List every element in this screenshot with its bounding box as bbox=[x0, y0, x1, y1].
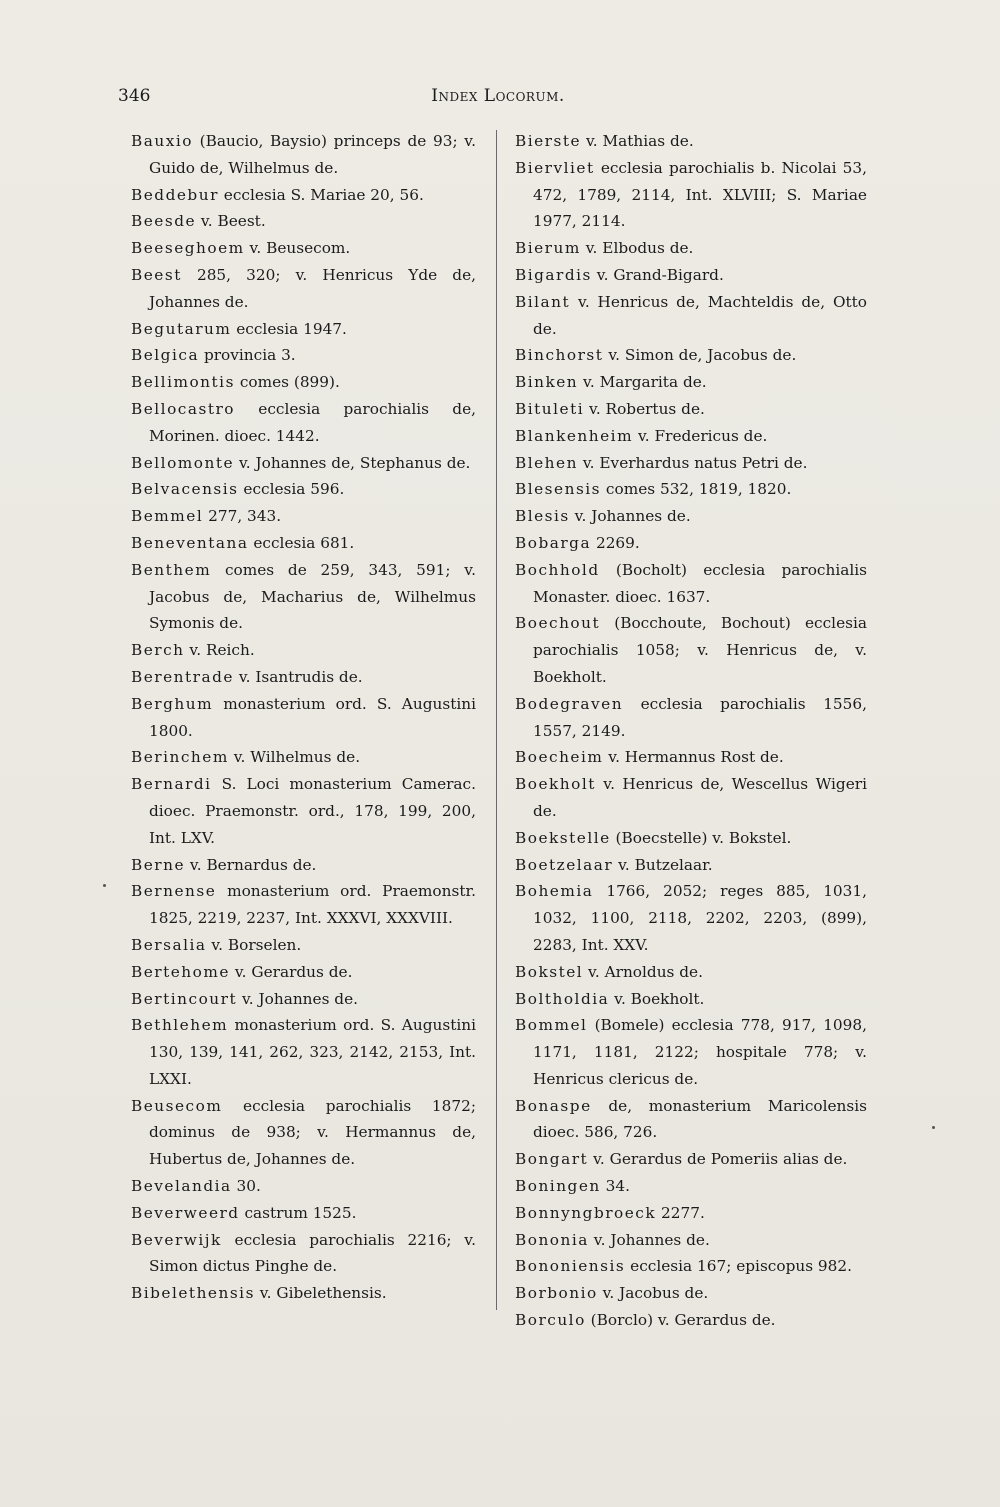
index-references: (Boecstelle) v. Bokstel. bbox=[615, 828, 792, 847]
index-headword: Berch bbox=[131, 641, 185, 660]
index-references: de, monasterium Maricolensis dioec. 586, 726. bbox=[533, 1096, 867, 1142]
index-headword: Binken bbox=[515, 373, 579, 392]
index-headword: Boningen bbox=[515, 1177, 601, 1196]
index-entry bbox=[515, 878, 867, 958]
index-entry bbox=[131, 878, 476, 932]
index-references: v. Borselen. bbox=[211, 935, 302, 954]
index-headword: Bobarga bbox=[515, 533, 592, 552]
index-references: v. Johannes de. bbox=[593, 1230, 710, 1249]
index-references: (Baucio, Baysio) princeps de 93; v. Guido de, Wilhelmus de. bbox=[149, 132, 476, 177]
index-entry bbox=[131, 396, 476, 450]
index-references: comes (899). bbox=[239, 373, 340, 392]
index-headword: Bernense bbox=[131, 882, 217, 901]
index-entry bbox=[515, 610, 867, 690]
index-references: provincia 3. bbox=[203, 346, 296, 365]
index-entry bbox=[131, 262, 476, 316]
index-entry bbox=[515, 289, 867, 343]
index-headword: Berghum bbox=[131, 694, 214, 713]
index-headword: Blesensis bbox=[515, 480, 602, 499]
index-headword: Borculo bbox=[515, 1311, 586, 1330]
index-references: 2269. bbox=[595, 533, 640, 552]
index-entry bbox=[515, 1146, 867, 1173]
index-headword: Bevelandia bbox=[131, 1177, 232, 1196]
index-entry bbox=[515, 959, 867, 986]
index-references: monasterium ord. Praemonstr. 1825, 2219, 2237, Int. XXXVI, XXXVIII. bbox=[149, 882, 476, 928]
index-references: 277, 343. bbox=[208, 507, 282, 526]
index-references: (Bocholt) ecclesia parochialis Monaster. dioec. 1637. bbox=[533, 560, 867, 606]
index-entry bbox=[515, 557, 867, 611]
index-headword: Bertehome bbox=[131, 962, 230, 981]
index-references: castrum 1525. bbox=[244, 1203, 357, 1222]
index-headword: Bommel bbox=[515, 1016, 588, 1035]
index-headword: Bononia bbox=[515, 1230, 589, 1249]
column-divider bbox=[496, 130, 497, 1310]
index-entry bbox=[515, 342, 867, 369]
index-references: ecclesia 681. bbox=[253, 533, 355, 552]
index-headword: Blesis bbox=[515, 507, 570, 526]
index-entry bbox=[131, 1200, 476, 1227]
index-headword: Beverwijk bbox=[131, 1230, 222, 1249]
index-headword: Bersalia bbox=[131, 935, 207, 954]
index-references: v. Johannes de. bbox=[574, 507, 691, 526]
index-headword: Beest bbox=[131, 265, 182, 284]
index-headword: Bemmel bbox=[131, 507, 204, 526]
index-headword: Bellocastro bbox=[131, 399, 235, 418]
index-references: v. Robertus de. bbox=[589, 399, 705, 418]
index-references: v. Jacobus de. bbox=[602, 1284, 709, 1303]
index-entry bbox=[131, 342, 476, 369]
index-entry bbox=[515, 423, 867, 450]
index-references: v. Boekholt. bbox=[614, 989, 705, 1008]
index-entry bbox=[515, 1200, 867, 1227]
index-references: S. Loci monasterium Camerac. dioec. Praemonstr. ord., 178, 199, 200, Int. LXV. bbox=[149, 775, 476, 847]
index-entry bbox=[515, 852, 867, 879]
index-entry bbox=[131, 986, 476, 1013]
index-references: monasterium ord. S. Augustini 1800. bbox=[149, 694, 476, 740]
page-header bbox=[118, 86, 878, 110]
index-references: ecclesia parochialis 1872; dominus de 938; v. Hermannus de, Hubertus de, Johannes de. bbox=[149, 1096, 476, 1169]
index-references: v. Butzelaar. bbox=[618, 855, 713, 874]
index-entry bbox=[515, 235, 867, 262]
index-entry bbox=[131, 771, 476, 851]
index-headword: Binchorst bbox=[515, 346, 604, 365]
index-headword: Bierum bbox=[515, 239, 581, 258]
index-references: ecclesia S. Mariae 20, 56. bbox=[223, 185, 424, 204]
index-references: v. Johannes de, Stephanus de. bbox=[238, 453, 471, 472]
index-entry bbox=[515, 1307, 867, 1334]
index-entry bbox=[131, 476, 476, 503]
index-entry bbox=[515, 396, 867, 423]
index-references: v. Johannes de. bbox=[241, 989, 359, 1008]
index-headword: Bertincourt bbox=[131, 989, 238, 1008]
index-entry bbox=[515, 1227, 867, 1254]
index-references: ecclesia 596. bbox=[243, 480, 345, 499]
index-references: ecclesia parochialis de, Morinen. dioec. 1442. bbox=[149, 399, 476, 445]
index-headword: Belvacensis bbox=[131, 480, 239, 499]
paper-speck bbox=[932, 1126, 935, 1129]
index-references: v. Reich. bbox=[189, 641, 255, 660]
index-headword: Bokstel bbox=[515, 962, 584, 981]
index-entry bbox=[131, 932, 476, 959]
index-references: v. Gerardus de. bbox=[234, 962, 353, 981]
index-headword: Bodegraven bbox=[515, 694, 624, 713]
index-entry bbox=[515, 1253, 867, 1280]
index-headword: Bilant bbox=[515, 292, 571, 311]
running-title: Index Locorum. bbox=[431, 86, 565, 106]
index-headword: Boekstelle bbox=[515, 828, 611, 847]
index-headword: Bellimontis bbox=[131, 373, 235, 392]
index-references: v. Everhardus natus Petri de. bbox=[582, 453, 808, 472]
index-references: ecclesia 167; episcopus 982. bbox=[630, 1257, 852, 1276]
index-headword: Bononiensis bbox=[515, 1257, 626, 1276]
page-number: 346 bbox=[118, 86, 151, 106]
index-headword: Bigardis bbox=[515, 265, 592, 284]
index-headword: Borbonio bbox=[515, 1284, 598, 1303]
index-entry bbox=[131, 959, 476, 986]
index-entry bbox=[131, 503, 476, 530]
index-headword: Bochhold bbox=[515, 560, 600, 579]
index-headword: Bongart bbox=[515, 1150, 589, 1169]
index-headword: Beverweerd bbox=[131, 1203, 240, 1222]
index-headword: Bierste bbox=[515, 132, 582, 150]
index-entry bbox=[515, 1093, 867, 1147]
index-entry bbox=[131, 1280, 476, 1307]
index-entry bbox=[515, 369, 867, 396]
index-references: v. Gibelethensis. bbox=[259, 1284, 387, 1303]
index-column-right bbox=[515, 128, 867, 1334]
index-headword: Bellomonte bbox=[131, 453, 235, 472]
index-entry bbox=[131, 1173, 476, 1200]
index-entry bbox=[131, 235, 476, 262]
index-entry bbox=[515, 744, 867, 771]
index-entry bbox=[131, 316, 476, 343]
index-references: v. Simon de, Jacobus de. bbox=[608, 346, 797, 365]
index-headword: Bituleti bbox=[515, 399, 585, 418]
index-headword: Beesde bbox=[131, 212, 197, 231]
index-entry bbox=[515, 476, 867, 503]
index-headword: Berinchem bbox=[131, 748, 229, 767]
index-headword: Belgica bbox=[131, 346, 200, 365]
index-entry bbox=[131, 208, 476, 235]
index-references: v. Henricus de, Wescellus Wigeri de. bbox=[533, 775, 867, 820]
index-entry bbox=[131, 1093, 476, 1173]
index-headword: Boechout bbox=[515, 614, 601, 633]
index-headword: Begutarum bbox=[131, 319, 232, 338]
index-references: 30. bbox=[236, 1177, 261, 1196]
index-headword: Beusecom bbox=[131, 1096, 223, 1115]
index-references: v. Arnoldus de. bbox=[588, 962, 703, 981]
index-headword: Biervliet bbox=[515, 158, 595, 177]
index-entry bbox=[515, 1173, 867, 1200]
index-references: 1766, 2052; reges 885, 1031, 1032, 1100, 2118, 2202, 2203, (899), 2283, Int. XXV. bbox=[533, 882, 867, 954]
index-headword: Bethlehem bbox=[131, 1016, 229, 1035]
index-references: 285, 320; v. Henricus Yde de, Johannes de. bbox=[149, 265, 476, 311]
index-headword: Boecheim bbox=[515, 748, 604, 767]
index-entry bbox=[131, 1012, 476, 1092]
index-headword: Beneventana bbox=[131, 533, 249, 552]
index-headword: Blankenheim bbox=[515, 426, 634, 445]
index-entry bbox=[131, 1227, 476, 1281]
index-references: ecclesia parochialis b. Nicolai 53, 472, 1789, 2114, Int. XLVIII; S. Mariae 1977, 2114. bbox=[533, 158, 867, 231]
index-headword: Berne bbox=[131, 855, 186, 874]
index-headword: Benthem bbox=[131, 560, 212, 579]
index-entry bbox=[515, 771, 867, 825]
index-references: ecclesia parochialis 2216; v. Simon dictus Pinghe de. bbox=[149, 1230, 476, 1276]
index-entry bbox=[515, 450, 867, 477]
index-headword: Bernardi bbox=[131, 775, 212, 794]
index-entry bbox=[131, 450, 476, 477]
index-entry bbox=[515, 155, 867, 235]
index-references: 2277. bbox=[661, 1203, 705, 1222]
index-entry bbox=[131, 744, 476, 771]
index-references: ecclesia 1947. bbox=[236, 319, 347, 338]
index-headword: Bonaspe bbox=[515, 1096, 592, 1115]
index-entry bbox=[515, 986, 867, 1013]
index-headword: Boetzelaar bbox=[515, 855, 614, 874]
index-entry bbox=[515, 503, 867, 530]
index-entry bbox=[515, 825, 867, 852]
index-references: v. Margarita de. bbox=[583, 373, 707, 392]
index-headword: Boltholdia bbox=[515, 989, 610, 1008]
index-headword: Beeseghoem bbox=[131, 239, 245, 258]
index-references: (Borclo) v. Gerardus de. bbox=[590, 1311, 776, 1330]
index-entry bbox=[515, 530, 867, 557]
index-entry bbox=[131, 128, 476, 182]
index-references: comes de 259, 343, 591; v. Jacobus de, Macharius de, Wilhelmus Symonis de. bbox=[149, 560, 476, 633]
index-references: v. Grand-Bigard. bbox=[596, 265, 724, 284]
index-headword: Blehen bbox=[515, 453, 578, 472]
index-entry bbox=[131, 852, 476, 879]
index-references: 34. bbox=[605, 1177, 630, 1196]
index-references: v. Isantrudis de. bbox=[238, 667, 363, 686]
index-entry bbox=[131, 369, 476, 396]
index-column-left bbox=[131, 128, 476, 1307]
index-references: v. Fredericus de. bbox=[637, 426, 768, 445]
index-references: (Bocchoute, Bochout) ecclesia parochialis 1058; v. Henricus de, v. Boekholt. bbox=[533, 614, 867, 686]
index-entry bbox=[131, 637, 476, 664]
index-references: v. Mathias de. bbox=[585, 132, 694, 150]
index-references: (Bomele) ecclesia 778, 917, 1098, 1171, 1181, 2122; hospitale 778; v. Henricus clericus de. bbox=[533, 1016, 867, 1088]
index-references: comes 532, 1819, 1820. bbox=[605, 480, 792, 499]
index-headword: Bibelethensis bbox=[131, 1284, 255, 1303]
index-references: v. Henricus de, Machteldis de, Otto de. bbox=[533, 292, 867, 338]
index-entry bbox=[131, 691, 476, 745]
index-headword: Berentrade bbox=[131, 667, 234, 686]
index-entry bbox=[515, 262, 867, 289]
index-references: monasterium ord. S. Augustini 130, 139, 141, 262, 323, 2142, 2153, Int. LXXI. bbox=[149, 1016, 476, 1088]
index-headword: Bauxio bbox=[131, 132, 193, 150]
index-references: v. Beusecom. bbox=[249, 239, 351, 258]
index-entry bbox=[515, 1012, 867, 1092]
index-references: v. Bernardus de. bbox=[189, 855, 317, 874]
index-headword: Beddebur bbox=[131, 185, 219, 204]
index-references: v. Beest. bbox=[200, 212, 266, 231]
index-headword: Boekholt bbox=[515, 775, 596, 794]
index-entry bbox=[131, 664, 476, 691]
index-references: v. Elbodus de. bbox=[585, 239, 694, 258]
index-headword: Bonnyngbroeck bbox=[515, 1203, 657, 1222]
index-references: ecclesia parochialis 1556, 1557, 2149. bbox=[533, 694, 867, 740]
paper-speck bbox=[103, 884, 106, 887]
index-entry bbox=[515, 1280, 867, 1307]
index-entry bbox=[131, 182, 476, 209]
index-entry bbox=[515, 691, 867, 745]
index-headword: Bohemia bbox=[515, 882, 594, 901]
index-references: v. Gerardus de Pomeriis alias de. bbox=[593, 1150, 848, 1169]
index-entry bbox=[515, 128, 867, 155]
index-entry bbox=[131, 530, 476, 557]
index-entry bbox=[131, 557, 476, 637]
index-references: v. Hermannus Rost de. bbox=[608, 748, 784, 767]
index-references: v. Wilhelmus de. bbox=[233, 748, 361, 767]
